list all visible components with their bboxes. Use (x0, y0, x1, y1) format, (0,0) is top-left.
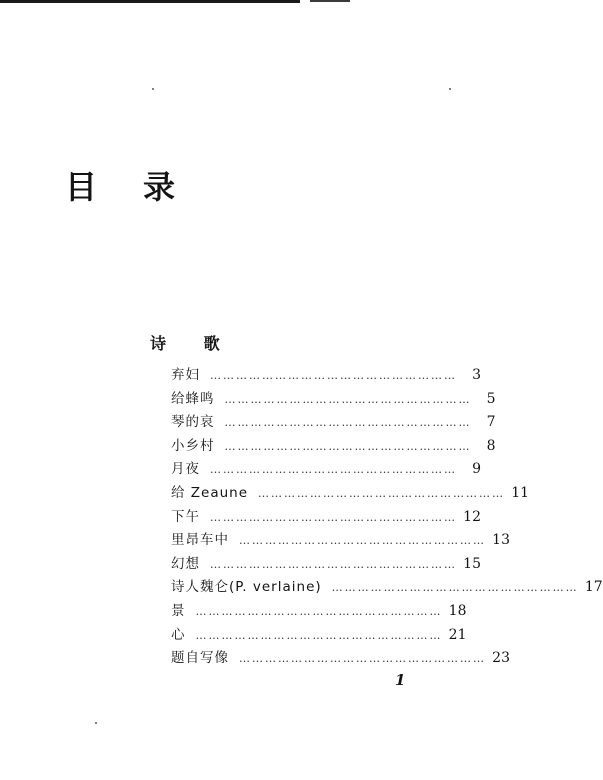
toc-leader-dots: ………………………………………………… (195, 628, 443, 642)
page-title (0, 162, 504, 212)
toc-entry-page: 8 (486, 437, 496, 454)
toc-entry[interactable] (171, 553, 481, 577)
toc-entry[interactable] (171, 435, 496, 459)
toc-entry-page: 11 (511, 484, 530, 501)
toc-entry-title: 给 Zeaune (171, 484, 249, 501)
toc-entry-page: 5 (486, 390, 496, 407)
toc-entry-page: 18 (448, 602, 467, 619)
toc-entry[interactable] (171, 364, 481, 388)
toc-leader-dots: ………………………………………………… (195, 604, 443, 618)
toc-leader-dots: ………………………………………………… (224, 439, 472, 453)
toc-entry-page: 12 (463, 508, 481, 525)
toc-entry[interactable] (171, 506, 481, 530)
toc-leader-dots: ………………………………………………… (210, 369, 457, 382)
toc-entry[interactable] (171, 388, 496, 412)
table-of-contents (171, 364, 603, 671)
section-heading: 诗 歌 (150, 334, 236, 353)
toc-entry[interactable] (171, 647, 510, 671)
toc-entry-title: 琴的哀 (171, 414, 215, 431)
toc-entry-title: 题自写像 (171, 650, 229, 667)
toc-leader-dots: ………………………………………………… (331, 581, 579, 595)
toc-entry-title: 诗人魏仑(P. verlaine) (171, 579, 322, 596)
toc-entry-title: 幻想 (171, 555, 200, 572)
toc-entry-title: 给蜂鸣 (171, 390, 215, 407)
toc-entry-title: 弃妇 (171, 367, 200, 383)
toc-entry-title: 景 (171, 602, 186, 619)
toc-leader-dots: ………………………………………………… (239, 534, 486, 548)
toc-entry[interactable] (171, 529, 510, 553)
toc-entry-title: 心 (171, 626, 186, 643)
toc-entry-page: 23 (492, 650, 510, 667)
toc-entry-page: 9 (472, 461, 481, 478)
toc-leader-dots: ………………………………………………… (210, 463, 457, 477)
page-number: 1 (395, 671, 406, 689)
toc-leader-dots: ………………………………………………… (210, 557, 457, 571)
toc-entry[interactable] (171, 482, 530, 506)
paper-speck (95, 722, 97, 724)
toc-entry-page: 21 (448, 626, 467, 643)
toc-leader-dots: ………………………………………………… (224, 392, 472, 406)
toc-entry[interactable] (171, 458, 481, 482)
toc-entry[interactable] (171, 600, 467, 624)
toc-entry-page: 3 (472, 367, 481, 383)
toc-leader-dots: ………………………………………………… (224, 416, 472, 430)
toc-entry-page: 15 (463, 555, 481, 572)
toc-entry-title: 下午 (171, 508, 200, 525)
page-title-char-1: 目 (65, 168, 98, 206)
toc-entry[interactable] (171, 576, 603, 600)
toc-entry-title: 小乡村 (171, 437, 215, 454)
toc-entry[interactable] (171, 624, 467, 648)
paper-speck (152, 88, 154, 90)
page-title-char-2: 录 (143, 168, 176, 206)
top-edge-rule-fragment (310, 0, 350, 2)
toc-entry-page: 13 (492, 532, 510, 549)
toc-entry-title: 里昂车中 (171, 532, 229, 549)
toc-entry-page: 7 (486, 414, 496, 431)
top-edge-rule (0, 0, 300, 3)
toc-leader-dots: ………………………………………………… (239, 652, 486, 666)
paper-speck (449, 88, 451, 90)
toc-entry-page: 17 (584, 579, 603, 596)
toc-leader-dots: ………………………………………………… (258, 486, 506, 500)
toc-entry[interactable] (171, 411, 496, 435)
toc-entry-title: 月夜 (171, 461, 200, 478)
toc-leader-dots: ………………………………………………… (210, 510, 457, 524)
